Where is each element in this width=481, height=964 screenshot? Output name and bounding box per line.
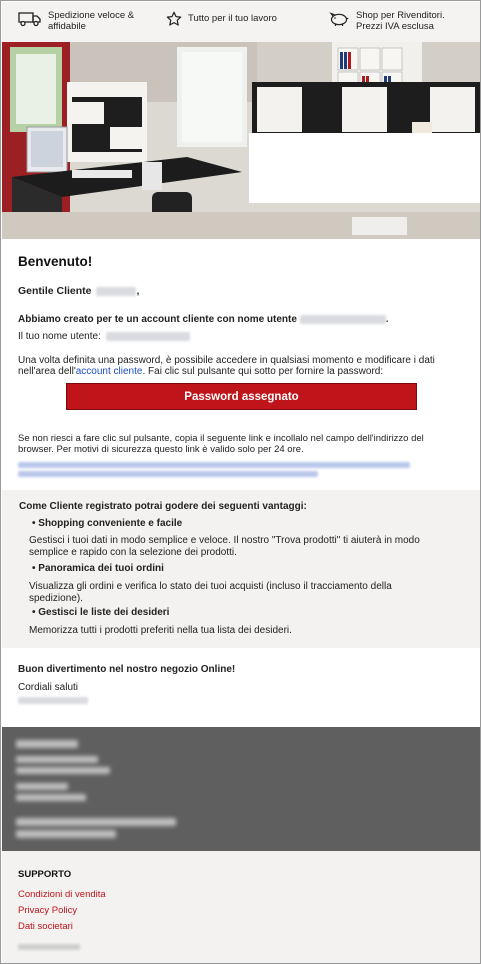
redacted-email bbox=[16, 794, 86, 801]
password-instructions bbox=[18, 355, 468, 377]
redacted-shop-url[interactable] bbox=[18, 695, 88, 706]
redacted-username-value bbox=[106, 332, 190, 341]
feature-bar bbox=[2, 2, 481, 42]
benefit-heading: • Shopping conveniente e facile bbox=[32, 518, 183, 529]
redacted-customer-name bbox=[96, 287, 136, 296]
truck-icon bbox=[18, 11, 42, 31]
password-text-prefix: nell'area dell' bbox=[18, 366, 76, 377]
account-created-text: Abbiamo creato per te un account cliente con nome utente bbox=[18, 314, 297, 325]
assign-password-button[interactable]: Password assegnato bbox=[66, 383, 417, 410]
regards: Cordiali saluti bbox=[18, 682, 79, 693]
feature-label: Prezzi IVA esclusa bbox=[356, 20, 434, 32]
benefit-text: Memorizza tutti i prodotti preferiti nella tua lista dei desideri. bbox=[29, 625, 292, 636]
redacted-password-link[interactable] bbox=[18, 462, 410, 477]
redacted-address bbox=[16, 756, 98, 763]
benefit-heading: • Gestisci le liste dei desideri bbox=[32, 607, 170, 618]
username-label: Il tuo nome utente: bbox=[18, 331, 101, 342]
password-text-suffix: . Fai clic sul pulsante qui sotto per fornire la password: bbox=[142, 366, 384, 377]
company-footer bbox=[2, 727, 481, 851]
benefit-text: spedizione). bbox=[29, 593, 83, 604]
closing-line: Buon divertimento nel nostro negozio Online! bbox=[18, 664, 236, 675]
benefits-panel bbox=[2, 490, 481, 648]
feature-shipping bbox=[18, 11, 134, 32]
account-created-line bbox=[18, 314, 389, 325]
redacted-username bbox=[300, 315, 386, 324]
fallback-instructions bbox=[18, 433, 468, 455]
greeting bbox=[18, 285, 139, 297]
terms-of-sale-link[interactable]: Condizioni di vendita bbox=[18, 889, 106, 900]
redacted-company-name bbox=[16, 740, 78, 748]
feature-label: Spedizione veloce & bbox=[48, 10, 135, 21]
support-section bbox=[2, 851, 481, 964]
benefit-text: semplice e rapido con la selezione dei prodotti. bbox=[29, 547, 237, 558]
redacted-phone bbox=[16, 783, 68, 790]
feature-label: Tutto per il tuo lavoro bbox=[188, 13, 277, 24]
feature-assortment bbox=[166, 11, 277, 31]
benefit-heading: • Panoramica dei tuoi ordini bbox=[32, 563, 164, 574]
account-cliente-link[interactable]: account cliente bbox=[75, 366, 143, 377]
greeting-prefix: Gentile Cliente bbox=[18, 285, 92, 297]
support-title: SUPPORTO bbox=[18, 869, 72, 880]
feature-label: affidabile bbox=[48, 20, 86, 32]
hero-office-image bbox=[2, 42, 481, 239]
feature-label: Shop per Rivenditori. bbox=[356, 10, 445, 21]
account-created-suffix: . bbox=[385, 314, 389, 325]
redacted-copyright bbox=[18, 944, 80, 950]
star-icon bbox=[166, 11, 182, 31]
password-text-line: Una volta definita una password, è possibile accedere in qualsiasi momento e modificare i dati bbox=[18, 355, 435, 366]
redacted-address bbox=[16, 767, 110, 774]
benefit-text: Visualizza gli ordini e verifica lo stato dei tuoi acquisti (incluso il tracciamento della bbox=[29, 581, 392, 592]
page-title: Benvenuto! bbox=[18, 254, 93, 269]
redacted-slogan bbox=[16, 818, 176, 826]
fallback-text-line: Se non riesci a fare clic sul pulsante, copia il seguente link e incollalo nel campo dell'indirizzo del bbox=[18, 433, 424, 444]
greeting-suffix: , bbox=[136, 285, 140, 297]
username-line bbox=[18, 331, 190, 342]
image-overlay-blank bbox=[249, 133, 481, 203]
privacy-policy-link[interactable]: Privacy Policy bbox=[18, 905, 78, 916]
benefit-text: Gestisci i tuoi dati in modo semplice e veloce. Il nostro "Trova prodotti" ti aiuterà in modo bbox=[29, 535, 420, 546]
benefits-title: Come Cliente registrato potrai godere dei seguenti vantaggi: bbox=[19, 501, 307, 512]
redacted-slogan bbox=[16, 830, 116, 838]
piggy-bank-icon bbox=[328, 11, 350, 31]
fallback-text-line: browser. Per motivi di sicurezza questo link è valido solo per 24 ore. bbox=[18, 444, 304, 455]
company-data-link[interactable]: Dati societari bbox=[18, 921, 73, 932]
feature-resellers bbox=[328, 11, 445, 32]
